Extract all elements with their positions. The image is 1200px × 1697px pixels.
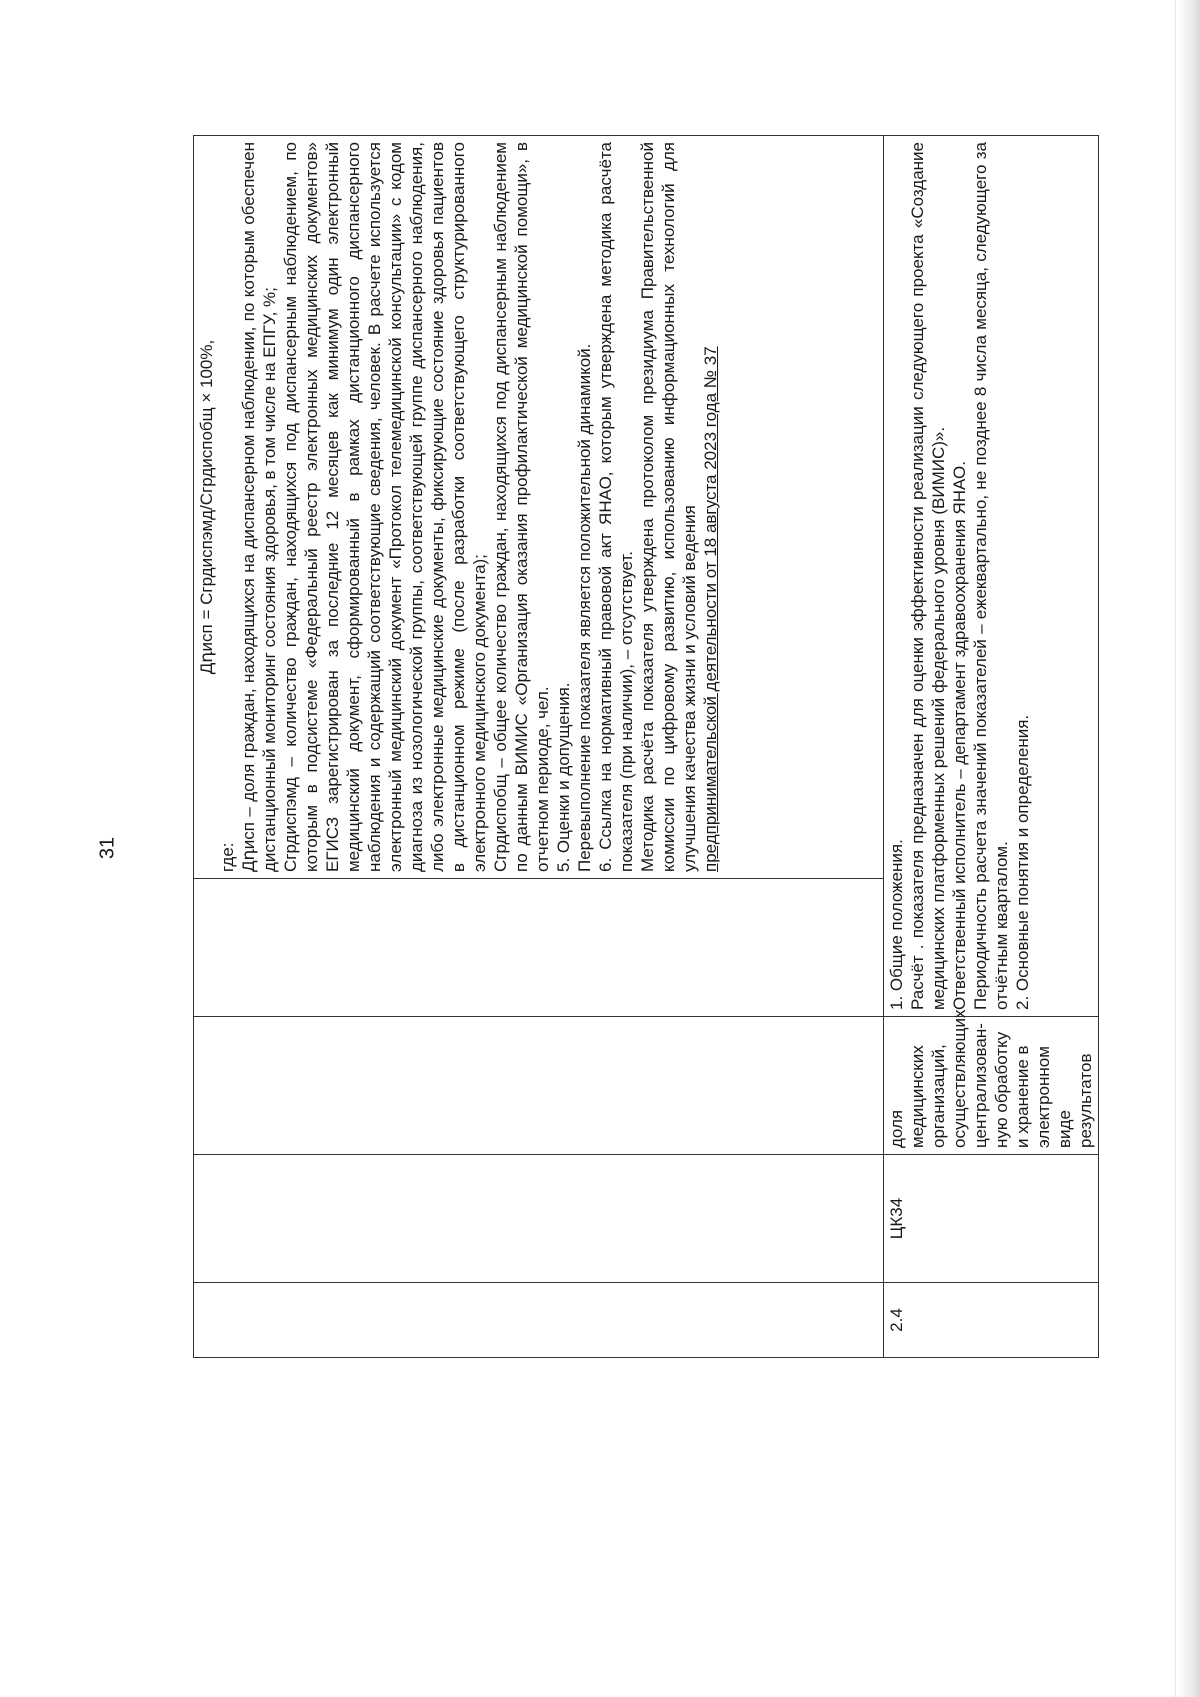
paragraph: 2. Основные понятия и определения. — [1013, 714, 1032, 1010]
document-table-rotated — [193, 142, 1095, 1358]
paragraph: где: — [218, 842, 237, 872]
row1-methodology-cell — [194, 136, 884, 879]
formula: Дդисп = Сгрдиспэмд/Сгрдиспобщ × 100%, — [197, 339, 216, 675]
paragraph: Расчёт . показателя предназначен для оценки эффективности реализации следующего проекта «Создание медицинских платформенных решений федерального уровня (ВИМИС)». — [908, 142, 948, 1010]
paragraph: Дդисп – доля граждан, находящихся на диспансерном наблюдении, по которым обеспечен дистанционный мониторинг состояния здоровья, в том числе на ЕПГУ, %; — [239, 142, 279, 872]
scan-edge-shadow — [1178, 0, 1200, 1697]
paragraph: Сгрдиспэмд – количество граждан, находящихся под диспансерным наблюдением, по которым в подсистеме «Федеральный реестр электронных медицинских документов» ЕГИСЗ зарегистрирован за последние 12 месяцев как минимум один электронный медицинский документ, сформированный в рамках дистанционного диспансерного наблюдения и содержащий соответствующие сведения, человек. В расчете используется электронный медицинский документ «Протокол телемедицинской консультации» с кодом диагноза из нозологической группы, соответствующей группе диспансерного наблюдения, либо электронные медицинские документы, фиксирующие состояние здоровья пациентов в дистанционном режиме (после разработки соответствующего структурированного электронного медицинского документа); — [281, 142, 489, 872]
scan-edge-line — [1175, 0, 1176, 1697]
paragraph: Периодичность расчета значений показателей – ежеквартально, не позднее 8 числа месяца, следующего за отчётным кварталом. — [971, 142, 1011, 1010]
paragraph: 1. Общие положения. — [887, 839, 906, 1010]
row2-number-cell: 2.4 — [884, 1283, 1099, 1358]
table-row — [194, 136, 884, 1358]
paragraph: Перевыполнение показателя является положительной динамикой. — [575, 343, 594, 872]
row1-empty-cell — [194, 879, 884, 1017]
indicator-table — [193, 135, 1099, 1358]
paragraph: Методика расчёта показателя утверждена протоколом президиума Правительственной комиссии по цифровому развитию, использованию информационных технологий для улучшения качества жизни и условий ведения — [638, 142, 699, 872]
row2-methodology-cell — [884, 136, 1099, 1017]
row1-name-cell — [194, 1017, 884, 1155]
row1-number-cell — [194, 1283, 884, 1358]
table-row — [884, 136, 1099, 1358]
row2-name-cell: доля медицинских организаций, осуществляющих централизован-ную обработку и хранение в электронном виде результатов — [884, 1017, 1099, 1155]
paragraph: Сгрдиспобщ – общее количество граждан, находящихся под диспансерным наблюдением по данным ВИМИС «Организация оказания профилактической медицинской помощи», в отчетном периоде, чел. — [491, 142, 552, 872]
paragraph: Ответственный исполнитель – департамент здравоохранения ЯНАО. — [950, 461, 969, 1010]
paragraph-last-line: предпринимательской деятельности от 18 августа 2023 года № 37 — [701, 346, 720, 872]
row1-code-cell — [194, 1155, 884, 1283]
paragraph: 6. Ссылка на нормативный правовой акт ЯНАО, которым утверждена методика расчёта показателя (при наличии), – отсутствует. — [596, 142, 636, 872]
row2-code-cell: ЦК34 — [884, 1155, 1099, 1283]
page-number: 31 — [96, 836, 119, 860]
paragraph: 5. Оценки и допущения. — [554, 682, 573, 872]
